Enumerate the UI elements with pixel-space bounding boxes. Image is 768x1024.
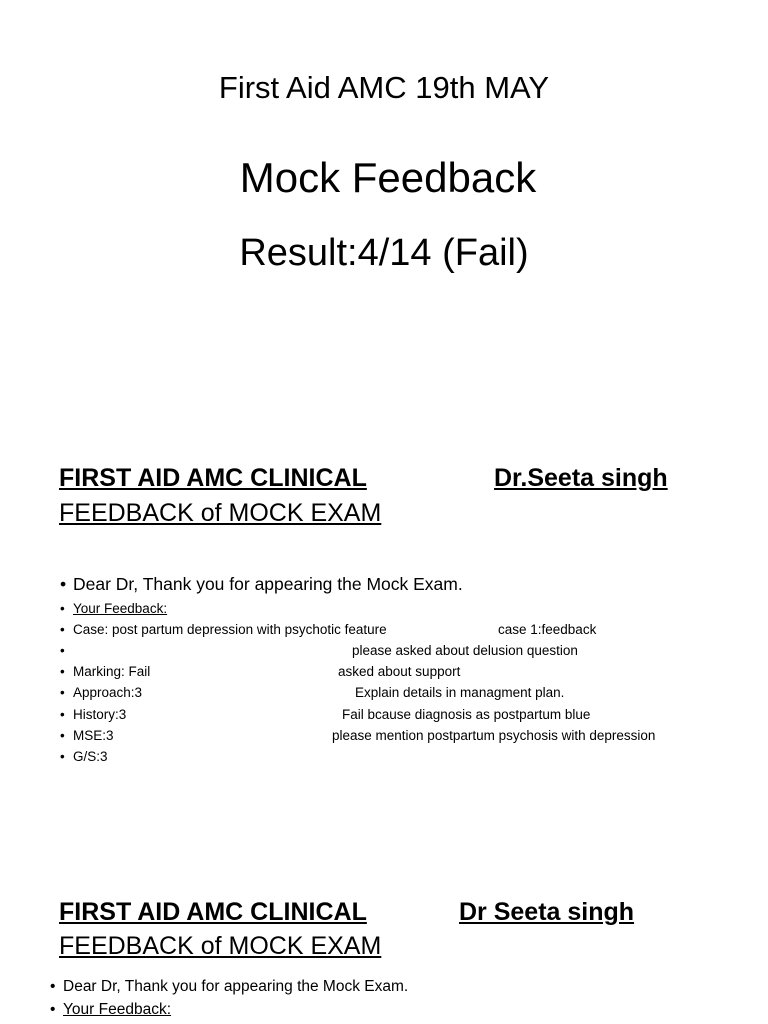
slide1-heading: Mock Feedback [239, 154, 537, 201]
slide1-result: Result:4/14 (Fail) [239, 232, 529, 274]
slide3-doctor-name: Dr Seeta singh [459, 898, 635, 926]
slide3-greeting: • Dear Dr, Thank you for appearing the Mock Exam. [63, 978, 408, 996]
slide2-row-left: • Marking: Fail [73, 664, 150, 679]
slide2-row-right: case 1:feedback [498, 622, 597, 637]
slide1-title: First Aid AMC 19th MAY [218, 70, 550, 105]
slide3-heading-underline-gap [379, 898, 458, 927]
slide2-row-left: • History:3 [73, 707, 126, 722]
slide3-org-heading: FIRST AID AMC CLINICAL [59, 898, 367, 926]
slide2-your-feedback: • Your Feedback: [73, 601, 167, 616]
slide2-doctor-name: Dr.Seeta singh [494, 464, 668, 492]
slide2-row-left: • Case: post partum depression with psychotic feature [73, 622, 387, 637]
slide2-subtitle: FEEDBACK of MOCK EXAM [59, 499, 382, 527]
slide2-greeting: • Dear Dr, Thank you for appearing the Mock Exam. [73, 574, 463, 595]
slide2-row-right: please asked about delusion question [352, 643, 578, 658]
slide2-row-right: asked about support [338, 664, 461, 679]
slide2-row-right: Fail bcause diagnosis as postpartum blue [342, 707, 591, 722]
slide2-row-left: • Approach:3 [73, 685, 142, 700]
slide3-subtitle: FEEDBACK of MOCK EXAM [59, 932, 382, 960]
slide3-your-feedback: • Your Feedback: [63, 1001, 171, 1019]
slide2-row-right: Explain details in managment plan. [355, 685, 565, 700]
slide2-org-heading: FIRST AID AMC CLINICAL [59, 464, 367, 492]
slide2-row-left: • G/S:3 [73, 749, 108, 764]
slide2-heading-underline-gap [379, 464, 493, 493]
slide2-row-left: • MSE:3 [73, 728, 114, 743]
slide2-row-right: please mention postpartum psychosis with depression [332, 728, 656, 743]
